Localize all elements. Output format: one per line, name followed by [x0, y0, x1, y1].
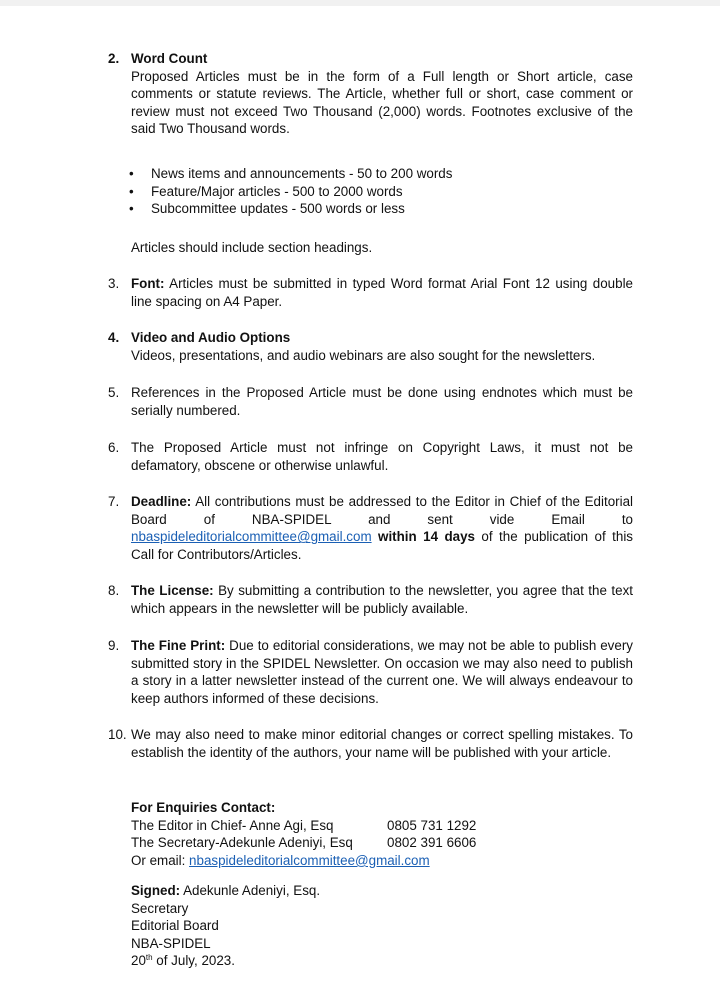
- item-video-audio: [108, 329, 633, 364]
- item-word-count: [108, 50, 633, 138]
- date-rest: of July, 2023.: [152, 953, 235, 969]
- item-font: [108, 275, 633, 310]
- item-text: We may also need to make minor editorial changes or correct spelling mistakes. To establish the identity of the authors, your name will be published with your article.: [131, 727, 633, 760]
- item-label: The Fine Print:: [131, 638, 226, 653]
- contact-row: [131, 817, 631, 835]
- item-label: Font:: [131, 276, 165, 291]
- item-paragraph: Proposed Articles must be in the form of a Full length or Short article, case comments or statute reviews. The Article, whether full or short, case comment or review must not exceed Two Thousand (2,000) words. Footnotes exclusive of the said Two Thousand words.: [131, 68, 633, 137]
- contact-name: The Editor in Chief- Anne Agi, Esq: [131, 817, 334, 833]
- contact-name: The Secretary-Adekunle Adeniyi, Esq: [131, 835, 353, 851]
- item-text: Due to editorial considerations, we may not be able to publish every submitted story in the SPIDEL Newsletter. On occasion we may also need to publish a story in a latter newsletter instead of the current one. We will always endeavour to keep authors informed of these decisions.: [131, 638, 633, 706]
- deadline-emphasis: within 14 days: [371, 529, 475, 545]
- item-references: [108, 384, 633, 419]
- item-text: Articles must be submitted in typed Word format Arial Font 12 using double line spacing on A4 Paper.: [131, 276, 633, 309]
- item-copyright: [108, 439, 633, 474]
- list-item: • News items and announcements - 50 to 200 words: [108, 165, 633, 183]
- signed-date: [131, 952, 631, 970]
- item-number: 7.: [108, 494, 120, 509]
- enquiries-block: [131, 799, 631, 869]
- item-text: The Proposed Article must not infringe on Copyright Laws, it must not be defamatory, obscene or otherwise unlawful.: [131, 440, 633, 473]
- item-number: 4.: [108, 330, 120, 345]
- signer-title: Secretary: [131, 900, 189, 916]
- item-text: By submitting a contribution to the newsletter, you agree that the text which appears in the newsletter will be publicly available.: [131, 583, 633, 616]
- email-label: Or email:: [131, 852, 190, 868]
- item-number: 10.: [108, 727, 127, 742]
- item-license: [108, 582, 633, 617]
- signed-label: Signed:: [131, 883, 181, 898]
- item-text: All contributions must be addressed to the Editor in Chief of the Editorial Board of NBA-SPIDEL and sent vide Email to: [131, 494, 633, 527]
- item-number: 9.: [108, 638, 120, 653]
- contact-phone: 0802 391 6606: [387, 835, 477, 851]
- item-deadline: [108, 493, 633, 563]
- item-editorial-changes: [108, 726, 633, 761]
- signer-org: NBA-SPIDEL: [131, 935, 211, 951]
- section-headings-note: Articles should include section headings.: [131, 240, 373, 255]
- item-fine-print: [108, 637, 633, 707]
- list-item: • Feature/Major articles - 500 to 2000 words: [108, 183, 633, 201]
- contact-row: [131, 834, 631, 852]
- contact-phone: 0805 731 1292: [387, 817, 477, 833]
- date-day: 20: [131, 953, 146, 969]
- item-heading: Word Count: [131, 51, 208, 66]
- email-link[interactable]: nbaspideleditorialcommittee@gmail.com: [189, 852, 430, 868]
- item-label: Deadline:: [131, 494, 192, 509]
- signature-block: [131, 882, 631, 970]
- date-suffix: th: [145, 953, 153, 963]
- item-label: The License:: [131, 583, 214, 598]
- item-text: Videos, presentations, and audio webinars are also sought for the newsletters.: [131, 347, 596, 363]
- document-page: [0, 6, 720, 999]
- enquiries-heading: For Enquiries Contact:: [131, 800, 276, 815]
- item-number: 3.: [108, 276, 120, 291]
- item-number: 2.: [108, 51, 120, 66]
- email-line: [131, 852, 631, 870]
- item-number: 8.: [108, 583, 120, 598]
- item-number: 6.: [108, 440, 120, 455]
- word-limit-list: [108, 165, 633, 218]
- signer-name: Adekunle Adeniyi, Esq.: [180, 883, 321, 898]
- item-text: References in the Proposed Article must be done using endnotes which must be serially numbered.: [131, 385, 633, 418]
- item-number: 5.: [108, 385, 120, 400]
- list-item: • Subcommittee updates - 500 words or less: [108, 200, 633, 218]
- email-link[interactable]: nbaspideleditorialcommittee@gmail.com: [131, 529, 372, 545]
- item-heading: Video and Audio Options: [131, 330, 291, 345]
- signed-line: [131, 882, 631, 900]
- signer-board: Editorial Board: [131, 918, 219, 934]
- item-text-end: of the publication of this Call for Contributors/Articles.: [131, 529, 633, 562]
